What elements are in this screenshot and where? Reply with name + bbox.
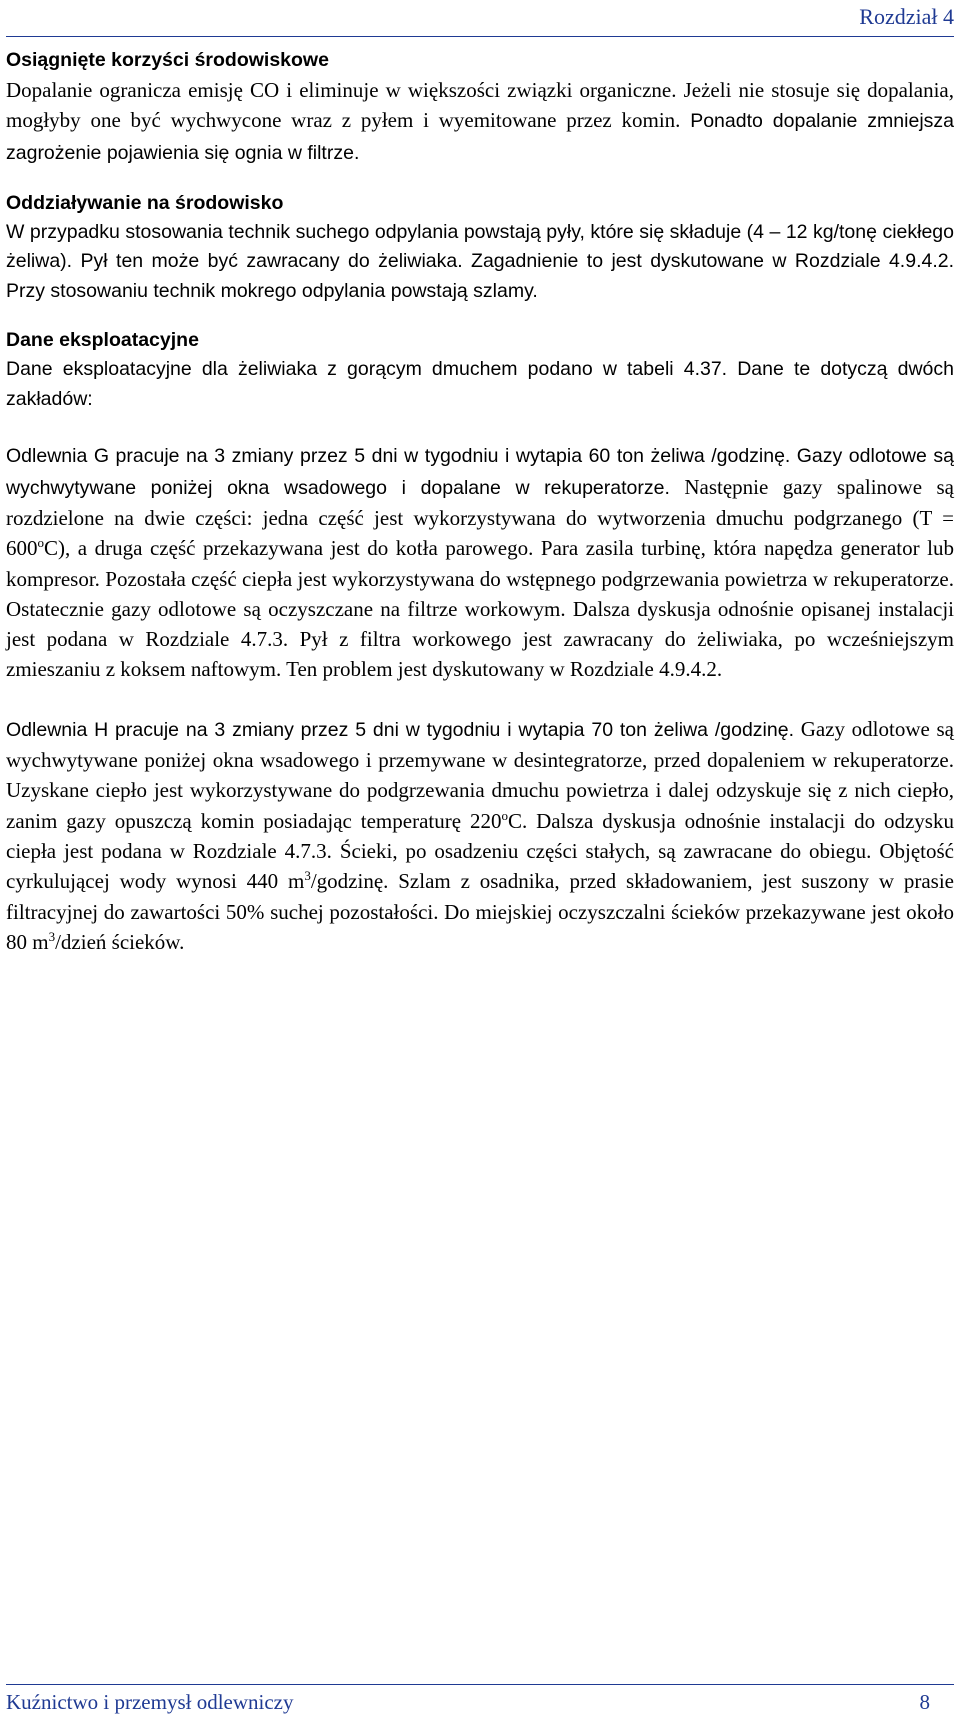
text-segment: Pył ten może być zawracany do żeliwiaka. Zagadnienie to jest dyskutowane w Rozdziale 4.9.4.2. (80, 250, 955, 273)
text-segment: C), a druga część przekazywana jest do kotła parowego. Para zasila turbinę, która napędza generator lub kompresor. Pozostała część ciepła jest wykorzystywana do wstępnego podgrzewania powietrza w rekuperatorze. Ostatecznie gazy odlotowe są oczyszczane na filtrze workowym. Dalsza dyskusja odnośnie opisanej instalacji jest podana w Rozdziale 4.7.3. Pył z filtra workowego jest zawracany do żeliwiaka, po wcześniejszym zmieszaniu z koksem naftowym. Ten problem jest dyskutowany w Rozdziale 4.9.4.2. (6, 536, 954, 682)
chapter-label: Rozdział 4 (859, 4, 954, 29)
document-body (6, 46, 954, 957)
paragraph (6, 440, 954, 684)
superscript: 3 (48, 928, 56, 944)
text-segment: Dane eksploatacyjne dla żeliwiaka z gorącym dmuchem podano w tabeli 4.37. (6, 358, 728, 381)
superscript: o (501, 807, 508, 823)
page-header (6, 0, 954, 37)
text-segment: Odlewnia H pracuje na 3 zmiany przez 5 dni w tygodniu i wytapia 70 ton żeliwa /godzinę. (6, 718, 795, 741)
section-operational (6, 326, 954, 414)
text-segment: Dane te dotyczą dwóch zakładów: (6, 358, 954, 410)
paragraph (6, 218, 954, 307)
text-segment: Gazy odlotowe są wychwytywane poniżej okna wsadowego i przemywane w desintegratorze, przed dopaleniem w rekuperatorze. Uzyskane ciepło jest wykorzystywane do podgrzewania dmuchu powietrza i dalej odzyskuje się z nich ciepło, zanim gazy opuszczą komin posiadając temperaturę 220 (6, 716, 954, 833)
section-heading: Dane eksploatacyjne (6, 329, 199, 352)
text-segment: /dzień ścieków. (55, 929, 185, 954)
section-benefits (6, 46, 954, 168)
text-segment: Przy stosowaniu technik mokrego odpylania powstają szlamy. (6, 279, 538, 302)
section-heading: Oddziaływanie na środowisko (6, 191, 284, 214)
page-number: 8 (919, 1690, 930, 1714)
text-segment: C. Dalsza dyskusja odnośnie instalacji do odzysku ciepła jest podana w Rozdziale 4.7.3. Ścieki, po osadzeniu części stałych, są zawracane do obiegu. Objętość cyrkulującej wody wynosi 440 m (6, 808, 954, 894)
text-segment: /godzinę. Szlam z osadnika, przed składowaniem, jest suszony w prasie filtracyjnej do zawartości 50% suchej pozostałości. Do miejskiej oczyszczalni ścieków przekazywane jest około 80 m (6, 869, 955, 954)
superscript: 3 (304, 868, 311, 884)
text-segment: Gazy odlotowe są wychwytywane poniżej okna wsadowego i dopalane w rekuperatorze. (6, 445, 955, 499)
text-segment: Odlewnia G pracuje na 3 zmiany przez 5 dni w tygodniu i wytapia 60 ton żeliwa /godzinę. (6, 445, 791, 468)
footer-title: Kuźnictwo i przemysł odlewniczy (6, 1690, 294, 1714)
section-plant-h (6, 714, 954, 957)
paragraph (6, 714, 954, 957)
text-segment: Ponadto dopalanie zmniejsza zagrożenie pojawienia się ognia w filtrze. (6, 110, 954, 164)
page-footer (6, 1684, 954, 1721)
section-heading: Osiągnięte korzyści środowiskowe (6, 49, 329, 71)
text-segment: Następnie gazy spalinowe są rozdzielone na dwie części: jedna część jest wykorzystywana do wytworzenia dmuchu podgrzanego (T = 600 (6, 474, 954, 561)
text-segment: W przypadku stosowania technik suchego odpylania powstają pyły, które się składuje (4 – 12 kg/tonę ciekłego żeliwa). (6, 220, 954, 273)
text-segment: Dopalanie ogranicza emisję CO i eliminuje w większości związki organiczne. Jeżeli nie stosuje się dopalania, mogłyby one być wychwycone wraz z pyłem i wyemitowane przez komin. (6, 78, 954, 133)
section-impact (6, 189, 954, 307)
paragraph (6, 355, 954, 414)
paragraph (6, 75, 954, 168)
superscript: o (37, 535, 44, 551)
section-plant-g (6, 440, 954, 684)
